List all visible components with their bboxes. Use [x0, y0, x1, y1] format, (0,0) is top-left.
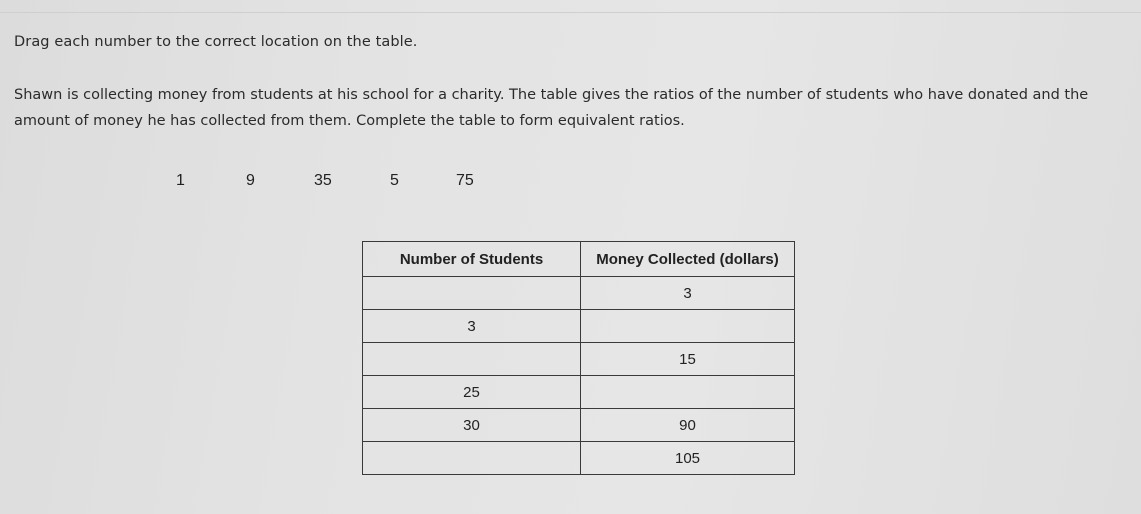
students-drop-cell[interactable]: [363, 277, 581, 310]
number-tile[interactable]: 75: [456, 172, 474, 189]
money-drop-cell[interactable]: [581, 310, 795, 343]
number-tile[interactable]: 5: [390, 172, 399, 189]
table-row: [363, 343, 795, 376]
money-cell: 105: [581, 442, 795, 475]
students-cell: 25: [363, 376, 581, 409]
table-row: [363, 376, 795, 409]
students-cell: 30: [363, 409, 581, 442]
table-header-row: [363, 242, 795, 277]
problem-statement: Shawn is collecting money from students at his school for a charity. The table gives the ratios of the number of students who have donated and the amount of money he has collected from them. Complete the table to form equivalent ratios.: [14, 87, 1089, 129]
money-drop-cell[interactable]: [581, 376, 795, 409]
students-cell: 3: [363, 310, 581, 343]
money-cell: 15: [581, 343, 795, 376]
number-tile[interactable]: 9: [246, 172, 255, 189]
instruction-text: Drag each number to the correct location on the table.: [14, 34, 418, 50]
number-tile[interactable]: 35: [314, 172, 332, 189]
table-row: [363, 409, 795, 442]
students-drop-cell[interactable]: [363, 343, 581, 376]
table-row: [363, 442, 795, 475]
number-tile[interactable]: 1: [176, 172, 185, 189]
table-row: [363, 310, 795, 343]
column-header-money: Money Collected (dollars): [581, 242, 795, 277]
column-header-students: Number of Students: [363, 242, 581, 277]
table-row: [363, 277, 795, 310]
money-cell: 3: [581, 277, 795, 310]
money-cell: 90: [581, 409, 795, 442]
top-divider: [0, 12, 1141, 13]
ratio-table: [362, 241, 795, 475]
number-tiles: [0, 170, 1141, 194]
students-drop-cell[interactable]: [363, 442, 581, 475]
